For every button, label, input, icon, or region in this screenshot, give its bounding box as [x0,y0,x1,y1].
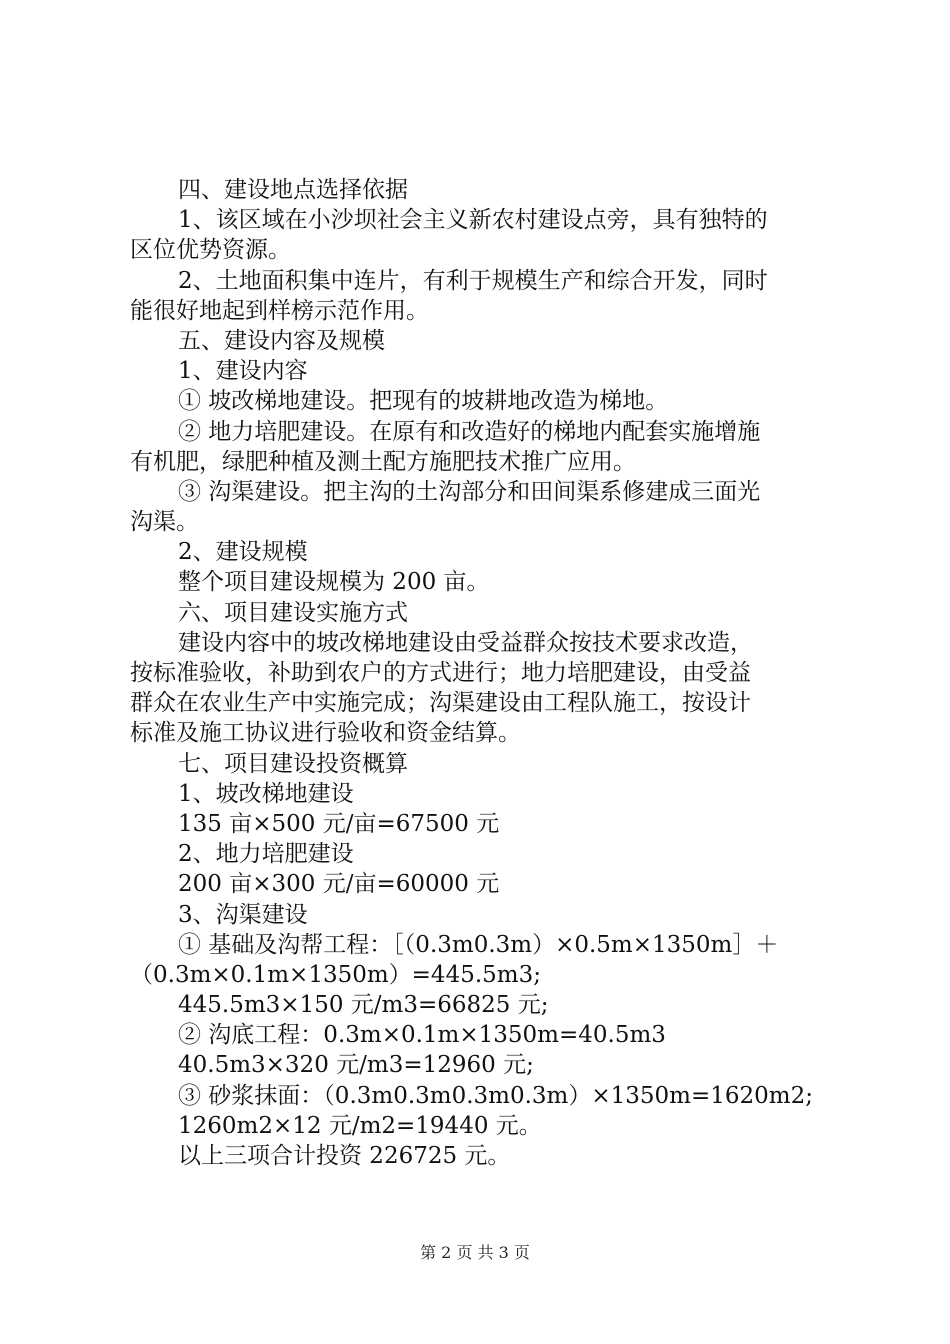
text-line: 群众在农业生产中实施完成；沟渠建设由工程队施工，按设计 [130,690,751,717]
text-line: 1、该区域在小沙坝社会主义新农村建设点旁，具有独特的 [178,207,768,234]
text-line: 五、建设内容及规模 [178,327,385,354]
text-line: 有机肥，绿肥种植及测土配方施肥技术推广应用。 [130,448,636,475]
text-line: ② 地力培肥建设。在原有和改造好的梯地内配套实施增施 [178,418,761,445]
text-line: ① 坡改梯地建设。把现有的坡耕地改造为梯地。 [178,388,669,415]
text-line: 2、建设规模 [178,539,308,566]
text-line: 445.5m3×150 元/m3=66825 元; [178,992,549,1019]
text-line: 六、项目建设实施方式 [178,599,408,626]
text-line: 整个项目建设规模为 200 亩。 [178,569,490,596]
text-line: 1、建设内容 [178,358,308,385]
text-line: 135 亩×500 元/亩=67500 元 [178,810,500,837]
text-line: 1、坡改梯地建设 [178,780,354,807]
text-line: 能很好地起到样榜示范作用。 [130,297,429,324]
text-line: 区位优势资源。 [130,237,291,264]
text-line: ① 基础及沟帮工程：［（0.3m0.3m）×0.5m×1350m］＋ [178,931,779,958]
page-number-footer: 第 2 页 共 3 页 [420,1243,530,1262]
text-line: 200 亩×300 元/亩=60000 元 [178,871,500,898]
text-line: ③ 砂浆抹面：（0.3m0.3m0.3m0.3m）×1350m=1620m2; [178,1082,813,1109]
text-line: ③ 沟渠建设。把主沟的土沟部分和田间渠系修建成三面光 [178,478,761,505]
text-line: 1260m2×12 元/m2=19440 元。 [178,1112,542,1139]
text-line: （0.3m×0.1m×1350m）=445.5m3; [130,961,541,988]
text-line: 四、建设地点选择依据 [178,177,408,203]
text-line: 建设内容中的坡改梯地建设由受益群众按技术要求改造， [178,629,753,656]
text-line: 按标准验收，补助到农户的方式进行；地力培肥建设，由受益 [130,660,751,686]
text-line: 3、沟渠建设 [178,901,308,928]
text-line: ② 沟底工程：0.3m×0.1m×1350m=40.5m3 [178,1022,666,1049]
text-line: 沟渠。 [130,509,199,536]
text-line: 标准及施工协议进行验收和资金结算。 [130,720,521,747]
text-line: 2、地力培肥建设 [178,841,354,868]
text-line: 2、土地面积集中连片，有利于规模生产和综合开发，同时 [178,267,768,294]
document-body [130,175,830,1171]
text-line: 七、项目建设投资概算 [178,750,408,777]
text-line: 以上三项合计投资 226725 元。 [178,1143,511,1169]
text-line: 40.5m3×320 元/m3=12960 元; [178,1052,534,1079]
